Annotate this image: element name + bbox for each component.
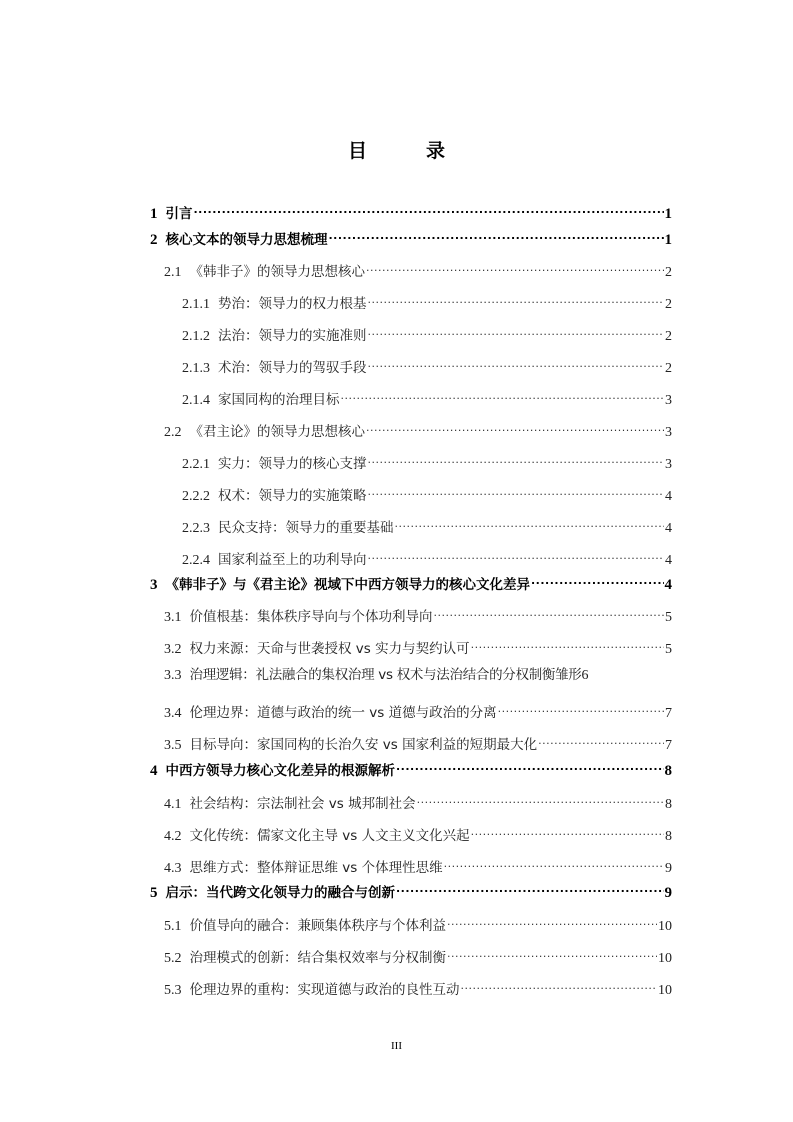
toc-entry-page: 5 xyxy=(665,642,672,657)
dot-leader xyxy=(368,480,665,500)
toc-entry-3-1[interactable] xyxy=(164,601,672,625)
toc-entry-2[interactable] xyxy=(150,224,672,248)
dot-leader xyxy=(368,448,665,468)
toc-entry-2-1[interactable] xyxy=(164,256,672,280)
page-title: 目 录 xyxy=(347,140,465,162)
toc-entry-number: 2.2 xyxy=(164,425,182,440)
dot-leader xyxy=(396,877,664,897)
toc-entry-number: 2.1.1 xyxy=(182,297,210,312)
toc-entry-label: 权力来源：天命与世袭授权 vs 实力与契约认可 xyxy=(189,641,470,657)
toc-entry-2-2-4[interactable] xyxy=(182,544,672,568)
toc-entry-page: 7 xyxy=(665,738,672,753)
toc-entry-number: 5 xyxy=(150,885,158,901)
toc-entry-label: 启示：当代跨文化领导力的融合与创新 xyxy=(165,885,395,901)
dot-leader xyxy=(395,512,665,532)
toc-entry-page: 2 xyxy=(665,361,672,376)
toc-entry-2-2-1[interactable] xyxy=(182,448,672,472)
dot-leader xyxy=(366,256,664,276)
toc-entry-page: 3 xyxy=(665,457,672,472)
page-number: III xyxy=(391,1040,402,1052)
toc-entry-page: 4 xyxy=(665,553,672,568)
toc-entry-page: 8 xyxy=(665,797,672,812)
dot-leader xyxy=(341,384,665,404)
toc-entry-label: 价值根基：集体秩序导向与个体功利导向 xyxy=(189,609,433,625)
toc-entry-page: 5 xyxy=(665,610,672,625)
dot-leader xyxy=(461,974,658,994)
toc-entry-number: 3 xyxy=(150,577,158,593)
dot-leader xyxy=(368,544,665,564)
toc-entry-number: 2 xyxy=(150,232,158,248)
toc-entry-3-5[interactable] xyxy=(164,729,672,753)
toc-entry-page: 1 xyxy=(664,206,672,222)
toc-entry-page: 10 xyxy=(658,983,672,998)
toc-entry-number: 2.2.4 xyxy=(182,553,210,568)
toc-entry-label: 术治：领导力的驾驭手段 xyxy=(218,360,367,376)
toc-entry-number: 4 xyxy=(150,763,158,779)
toc-entry-page: 6 xyxy=(581,668,589,683)
dot-leader xyxy=(447,942,657,962)
toc-entry-number: 5.1 xyxy=(164,919,182,934)
toc-entry-label: 中西方领导力核心文化差异的根源解析 xyxy=(165,763,395,779)
toc-entry-page: 1 xyxy=(664,232,672,248)
toc-entry-page: 9 xyxy=(664,885,672,901)
toc-entry-number: 2.1.3 xyxy=(182,361,210,376)
toc-entry-2-1-2[interactable] xyxy=(182,320,672,344)
toc-entry-label: 伦理边界：道德与政治的统一 vs 道德与政治的分离 xyxy=(189,705,497,721)
toc-entry-label: 国家利益至上的功利导向 xyxy=(218,552,367,568)
toc-entry-4-3[interactable] xyxy=(164,852,672,876)
toc-entry-number: 4.3 xyxy=(164,861,182,876)
toc-entry-2-1-4[interactable] xyxy=(182,384,672,408)
toc-entry-label: 《韩非子》的领导力思想核心 xyxy=(189,264,365,280)
toc-entry-4[interactable] xyxy=(150,755,672,779)
toc-entry-label: 权术：领导力的实施策略 xyxy=(218,488,367,504)
toc-entry-label: 引言 xyxy=(165,206,193,222)
toc-entry-2-1-3[interactable] xyxy=(182,352,672,376)
toc-entry-label: 价值导向的融合：兼顾集体秩序与个体利益 xyxy=(189,918,446,934)
dot-leader xyxy=(368,288,665,308)
toc-entry-page: 8 xyxy=(664,763,672,779)
dot-leader xyxy=(417,788,664,808)
toc-entry-page: 7 xyxy=(665,706,672,721)
toc-entry-2-2-2[interactable] xyxy=(182,480,672,504)
dot-leader xyxy=(531,569,664,589)
toc-entry-4-2[interactable] xyxy=(164,820,672,844)
toc-entry-label: 核心文本的领导力思想梳理 xyxy=(165,232,328,248)
toc-entry-5[interactable] xyxy=(150,877,672,901)
toc-entry-number: 2.2.2 xyxy=(182,489,210,504)
toc-entry-label: 民众支持：领导力的重要基础 xyxy=(218,520,394,536)
toc-entry-number: 4.2 xyxy=(164,829,182,844)
dot-leader xyxy=(538,729,664,749)
toc-entry-3-3[interactable] xyxy=(164,665,680,685)
dot-leader xyxy=(329,224,664,244)
toc-entry-5-2[interactable] xyxy=(164,942,672,966)
toc-entry-number: 2.1.4 xyxy=(182,393,210,408)
dot-leader xyxy=(444,852,664,872)
toc-entry-page: 2 xyxy=(665,265,672,280)
toc-entry-page: 3 xyxy=(665,393,672,408)
toc-entry-number: 3.2 xyxy=(164,642,182,657)
toc-entry-5-3[interactable] xyxy=(164,974,672,998)
toc-entry-page: 4 xyxy=(664,577,672,593)
toc-entry-5-1[interactable] xyxy=(164,910,672,934)
toc-entry-label: 治理模式的创新：结合集权效率与分权制衡 xyxy=(189,950,446,966)
toc-entry-3-2[interactable] xyxy=(164,633,672,657)
dot-leader xyxy=(194,198,664,218)
toc-entry-label: 社会结构：宗法制社会 vs 城邦制社会 xyxy=(189,796,416,812)
toc-entry-label: 思维方式：整体辩证思维 vs 个体理性思维 xyxy=(189,860,443,876)
toc-entry-page: 8 xyxy=(665,829,672,844)
toc-entry-4-1[interactable] xyxy=(164,788,672,812)
toc-entry-1[interactable] xyxy=(150,198,672,222)
toc-entry-number: 3.3 xyxy=(164,668,182,683)
toc-entry-label: 文化传统：儒家文化主导 vs 人文主义文化兴起 xyxy=(189,828,470,844)
toc-entry-label: 《韩非子》与《君主论》视域下中西方领导力的核心文化差异 xyxy=(165,577,530,593)
toc-entry-number: 1 xyxy=(150,206,158,222)
toc-entry-2-2[interactable] xyxy=(164,416,672,440)
dot-leader xyxy=(434,601,665,621)
toc-entry-page: 4 xyxy=(665,521,672,536)
dot-leader xyxy=(368,320,665,340)
toc-entry-label: 《君主论》的领导力思想核心 xyxy=(189,424,365,440)
dot-leader xyxy=(471,633,664,653)
toc-entry-label: 法治：领导力的实施准则 xyxy=(218,328,367,344)
toc-entry-number: 4.1 xyxy=(164,797,182,812)
dot-leader xyxy=(396,755,664,775)
toc-entry-number: 3.1 xyxy=(164,610,182,625)
toc-entry-page: 4 xyxy=(665,489,672,504)
toc-entry-label: 伦理边界的重构：实现道德与政治的良性互动 xyxy=(189,982,460,998)
dot-leader xyxy=(366,416,664,436)
toc-entry-label: 势治：领导力的权力根基 xyxy=(218,296,367,312)
dot-leader xyxy=(498,697,664,717)
dot-leader xyxy=(368,352,665,372)
dot-leader xyxy=(471,820,664,840)
toc-entry-3-4[interactable] xyxy=(164,697,672,721)
toc-entry-page: 3 xyxy=(665,425,672,440)
dot-leader xyxy=(447,910,657,930)
toc-entry-label: 家国同构的治理目标 xyxy=(218,392,340,408)
toc-entry-page: 9 xyxy=(665,861,672,876)
toc-entry-number: 5.2 xyxy=(164,951,182,966)
toc-entry-number: 3.5 xyxy=(164,738,182,753)
toc-entry-2-1-1[interactable] xyxy=(182,288,672,312)
toc-entry-number: 2.2.3 xyxy=(182,521,210,536)
toc-entry-page: 10 xyxy=(658,951,672,966)
toc-entry-page: 2 xyxy=(665,297,672,312)
toc-entry-label: 目标导向：家国同构的长治久安 vs 国家利益的短期最大化 xyxy=(189,737,538,753)
toc-entry-number: 2.1.2 xyxy=(182,329,210,344)
toc-entry-2-2-3[interactable] xyxy=(182,512,672,536)
toc-entry-number: 3.4 xyxy=(164,706,182,721)
toc-entry-number: 2.2.1 xyxy=(182,457,210,472)
toc-entry-label: 实力：领导力的核心支撑 xyxy=(218,456,367,472)
toc-entry-number: 2.1 xyxy=(164,265,182,280)
toc-entry-page: 10 xyxy=(658,919,672,934)
toc-entry-3[interactable] xyxy=(150,569,672,593)
toc-entry-number: 5.3 xyxy=(164,983,182,998)
toc-entry-page: 2 xyxy=(665,329,672,344)
toc-entry-label: 治理逻辑：礼法融合的集权治理 vs 权术与法治结合的分权制衡雏形 xyxy=(189,667,582,683)
